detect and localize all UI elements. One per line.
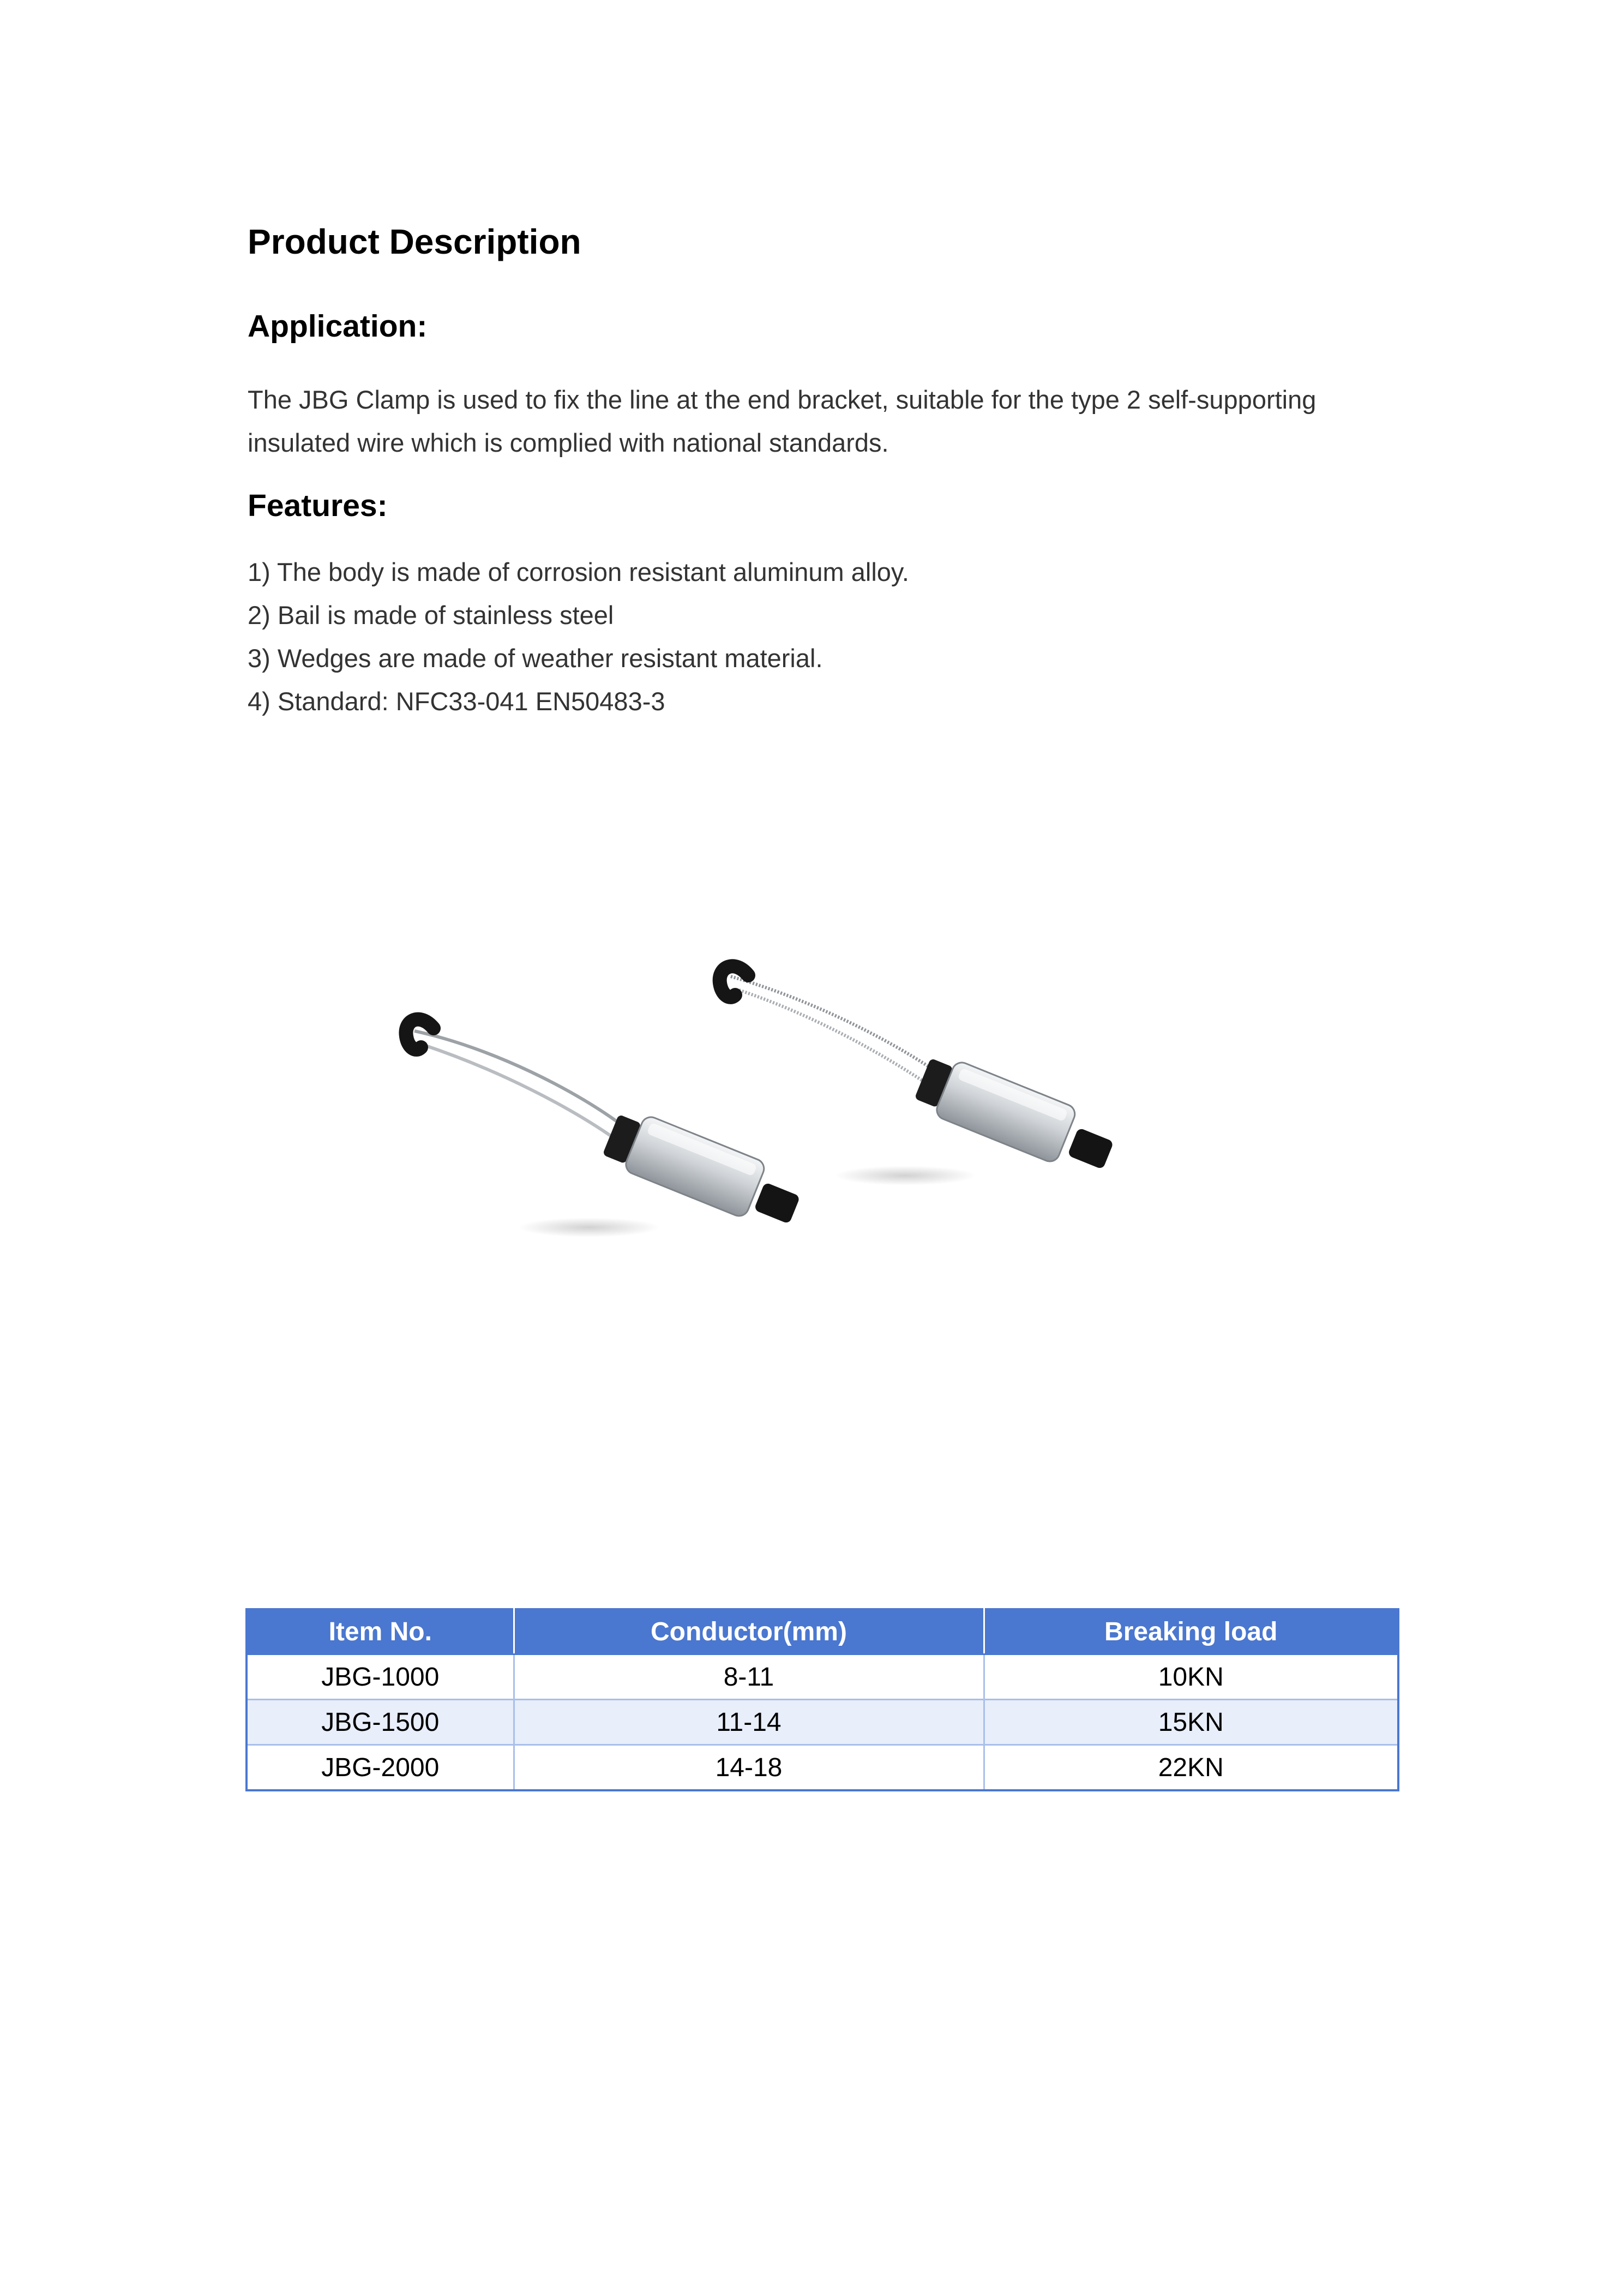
cell-item-no: JBG-1000 bbox=[247, 1654, 514, 1700]
application-heading: Application: bbox=[248, 309, 428, 344]
table-row bbox=[247, 1745, 1398, 1791]
feature-item: 2) Bail is made of stainless steel bbox=[248, 601, 614, 630]
clamp-left bbox=[406, 1020, 800, 1237]
clamp-right bbox=[720, 966, 1114, 1185]
feature-item: 3) Wedges are made of weather resistant material. bbox=[248, 644, 823, 673]
cell-conductor: 14-18 bbox=[514, 1745, 984, 1791]
features-heading: Features: bbox=[248, 488, 388, 523]
feature-item: 1) The body is made of corrosion resistant aluminum alloy. bbox=[248, 557, 909, 586]
table-row bbox=[247, 1700, 1398, 1745]
features-list bbox=[248, 550, 1398, 723]
cell-item-no: JBG-2000 bbox=[247, 1745, 514, 1791]
table-row bbox=[247, 1654, 1398, 1700]
spec-table bbox=[245, 1608, 1399, 1791]
header-conductor: Conductor(mm) bbox=[514, 1609, 984, 1654]
header-item-no: Item No. bbox=[247, 1609, 514, 1654]
feature-item: 4) Standard: NFC33-041 EN50483-3 bbox=[248, 687, 665, 716]
cell-conductor: 11-14 bbox=[514, 1700, 984, 1745]
product-photo bbox=[382, 944, 1189, 1271]
page-title: Product Description bbox=[248, 222, 581, 261]
cell-breaking-load: 10KN bbox=[984, 1654, 1398, 1700]
cell-breaking-load: 15KN bbox=[984, 1700, 1398, 1745]
cell-conductor: 8-11 bbox=[514, 1654, 984, 1700]
cell-breaking-load: 22KN bbox=[984, 1745, 1398, 1791]
cell-item-no: JBG-1500 bbox=[247, 1700, 514, 1745]
header-breaking-load: Breaking load bbox=[984, 1609, 1398, 1654]
table-header-row bbox=[247, 1609, 1398, 1654]
application-text: The JBG Clamp is used to fix the line at the end bracket, suitable for the type 2 self-supporting insulated wire which is complied with national standards. bbox=[248, 385, 1317, 457]
